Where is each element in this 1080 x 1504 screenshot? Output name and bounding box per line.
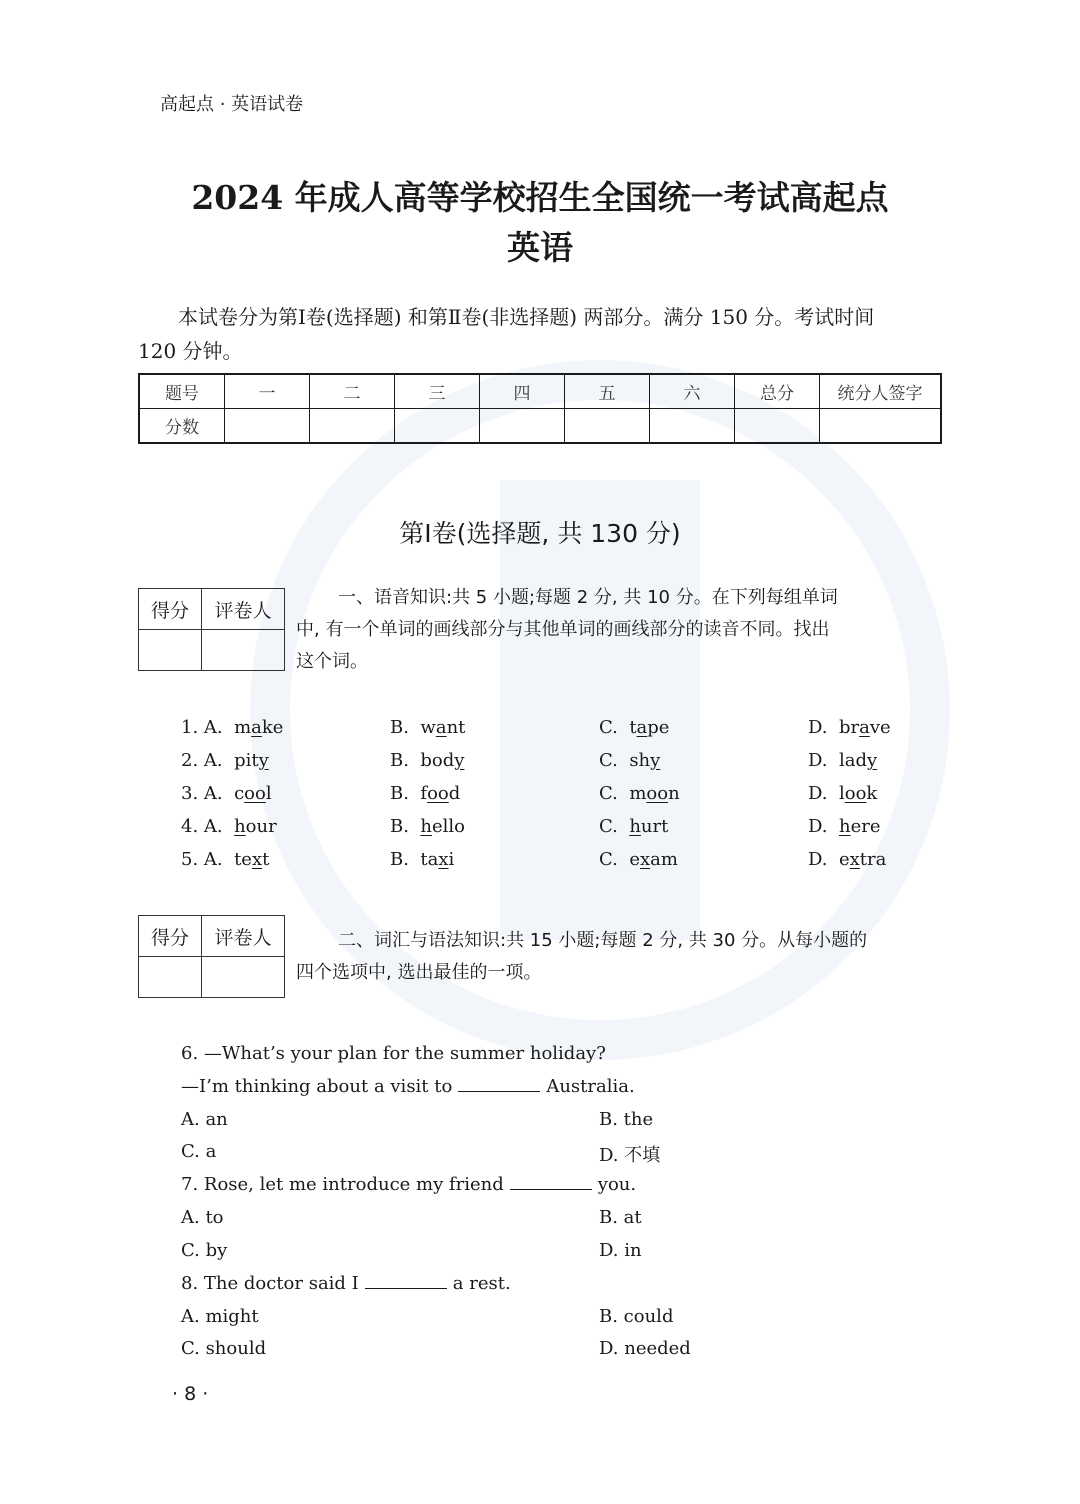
list-item: D. extra [808,849,887,870]
page-header: 高起点 · 英语试卷 [160,94,304,115]
option-b: B. at [599,1207,642,1228]
list-item: D. lady [808,750,878,771]
list-item: 5. A. text [181,849,270,870]
score-cell [480,409,565,444]
score-table-header-row [139,374,941,409]
list-item: D. brave [808,717,891,738]
option-a: A. might [181,1306,259,1327]
list-item: C. hurt [599,816,669,837]
list-item: D. look [808,783,878,804]
list-item: B. body [390,750,465,771]
part1-line-1: 一、语音知识:共 5 小题;每题 2 分, 共 10 分。在下列每组单词 [338,587,838,608]
option-c: C. should [181,1338,267,1359]
score-header-cell: 统分人签字 [820,374,942,409]
part1-line-3: 这个词。 [296,651,368,672]
option-b: B. the [599,1109,654,1130]
answer-blank [365,1287,447,1289]
score-header-cell: 一 [225,374,310,409]
grader-score-cell [139,630,202,671]
list-item: B. taxi [390,849,455,870]
list-item: C. tape [599,717,670,738]
part1-instructions [296,582,936,678]
score-cell [565,409,650,444]
option-d: D. in [599,1240,642,1261]
option-d: D. needed [599,1338,691,1359]
list-item: 2. A. pity [181,750,269,771]
option-d: D. 不填 [599,1145,661,1166]
question-7-stem: 7. Rose, let me introduce my friend you. [181,1174,637,1195]
score-table [138,373,942,444]
list-item: C. shy [599,750,661,771]
score-cell [820,409,942,444]
grader-box-part2 [138,915,285,998]
part2-instructions [296,925,936,989]
score-cell [225,409,310,444]
exam-title: 2024 年成人高等学校招生全国统一考试高起点 [191,178,889,217]
score-header-cell: 二 [310,374,395,409]
answer-blank [510,1188,592,1190]
score-header-cell: 四 [480,374,565,409]
grader-name-label: 评卷人 [202,589,285,630]
option-a: A. an [181,1109,228,1130]
list-item: B. hello [390,816,466,837]
list-item: B. food [390,783,461,804]
list-item: C. exam [599,849,678,870]
intro-line-2: 120 分钟。 [138,339,243,363]
score-cell [735,409,820,444]
section-title: 第Ⅰ卷(选择题, 共 130 分) [399,519,681,548]
list-item: D. here [808,816,881,837]
score-header-cell: 六 [650,374,735,409]
part1-line-2: 中, 有一个单词的画线部分与其他单词的画线部分的读音不同。找出 [296,619,830,640]
intro-line-1: 本试卷分为第Ⅰ卷(选择题) 和第Ⅱ卷(非选择题) 两部分。满分 150 分。考试时间 [178,305,875,329]
list-item: C. moon [599,783,680,804]
list-item: 4. A. hour [181,816,277,837]
answer-blank [458,1090,540,1092]
score-row-label: 分数 [139,409,225,444]
score-cell [310,409,395,444]
grader-score-label: 得分 [139,916,202,957]
list-item: 1. A. make [181,717,284,738]
question-6-stem: 6. —What’s your plan for the summer holiday? [181,1043,606,1064]
list-item: 3. A. cool [181,783,272,804]
grader-name-label: 评卷人 [202,916,285,957]
part2-line-1: 二、词汇与语法知识:共 15 小题;每题 2 分, 共 30 分。从每小题的 [338,930,868,951]
exam-subject: 英语 [507,228,573,267]
score-header-cell: 五 [565,374,650,409]
list-item: B. want [390,717,466,738]
score-cell [650,409,735,444]
grader-box-part1 [138,588,285,671]
grader-score-cell [139,957,202,998]
question-6-reply: —I’m thinking about a visit to Australia. [181,1076,635,1097]
option-b: B. could [599,1306,674,1327]
exam-intro [138,300,943,368]
grader-score-label: 得分 [139,589,202,630]
grader-name-cell [202,957,285,998]
part2-line-2: 四个选项中, 选出最佳的一项。 [296,962,542,983]
option-c: C. by [181,1240,228,1261]
option-c: C. a [181,1141,217,1162]
grader-name-cell [202,630,285,671]
score-header-cell: 总分 [735,374,820,409]
score-header-cell: 题号 [139,374,225,409]
option-a: A. to [181,1207,224,1228]
score-header-cell: 三 [395,374,480,409]
question-8-stem: 8. The doctor said I a rest. [181,1273,511,1294]
score-table-value-row [139,409,941,444]
page-number: · 8 · [172,1383,209,1405]
score-cell [395,409,480,444]
